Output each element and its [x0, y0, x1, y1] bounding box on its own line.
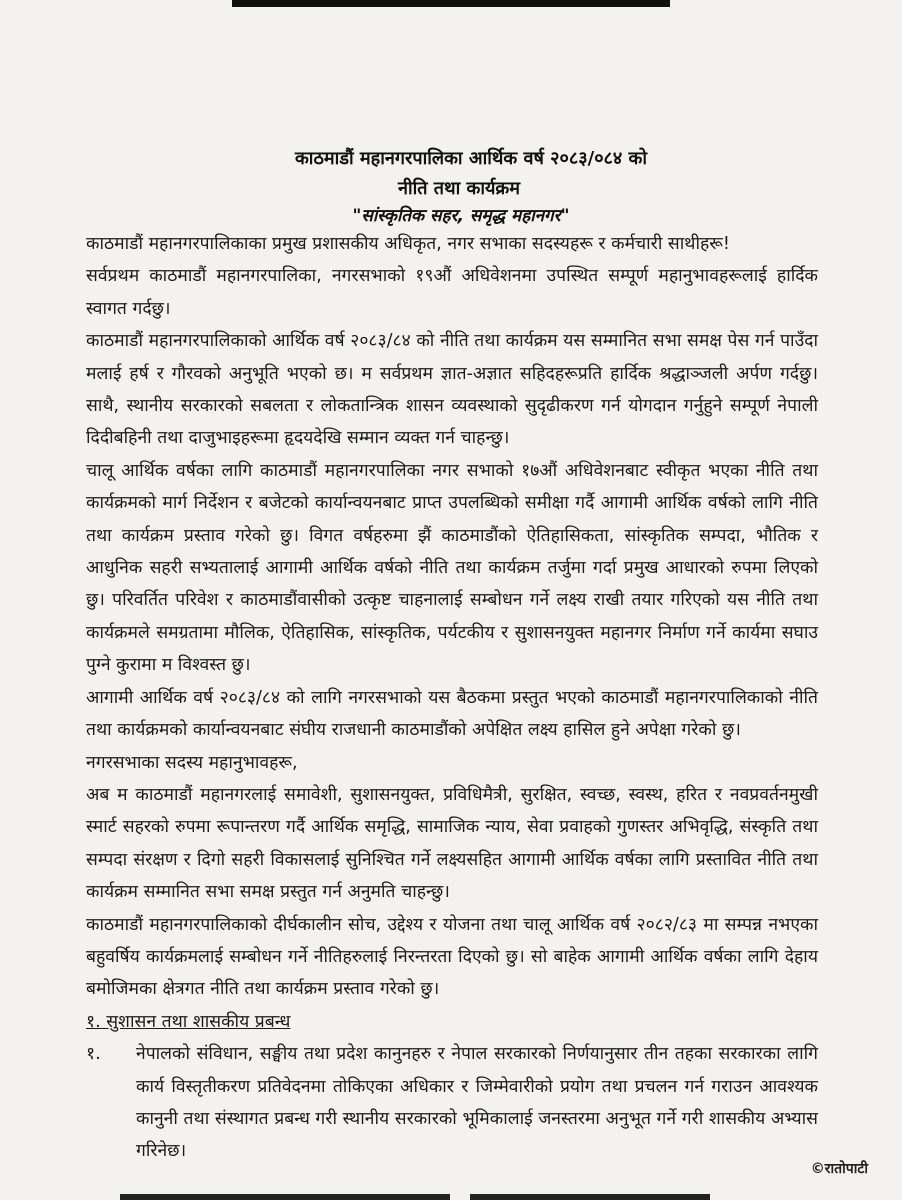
paragraph: सर्वप्रथम काठमाडौं महानगरपालिका, नगरसभाको १९औं अधिवेशनमा उपस्थित सम्पूर्ण महानुभावहरूलाई हार्दिक स्वागत गर्दछु। — [86, 266, 818, 319]
document-title: काठमाडौं महानगरपालिका आर्थिक वर्ष २०८३/०८४ को — [294, 148, 648, 169]
document-subtitle: नीति तथा कार्यक्रम — [397, 178, 521, 199]
scan-edge-bottom — [470, 1194, 710, 1200]
watermark: ©रातोपाटी — [810, 1161, 868, 1177]
paragraph: चालू आर्थिक वर्षका लागि काठमाडौं महानगरपालिका नगर सभाको १७औं अधिवेशनबाट स्वीकृत भएका नीति तथा कार्यक्रमको मार्ग निर्देशन र बजेटको कार्यान्वयनबाट प्राप्त उपलब्धिको समीक्षा गर्दै आगामी आर्थिक वर्षको लागि नीति तथा कार्यक्रम प्रस्ताव गरेको छु। विगत वर्षहरुमा झैं काठमाडौंको ऐतिहासिकता, सांस्कृतिक सम्पदा, भौतिक र आधुनिक सहरी सभ्यतालाई आगामी आर्थिक वर्षको नीति तथा कार्यक्रम तर्जुमा गर्दा प्रमुख आधारको रुपमा लिएको छु। परिवर्तित परिवेश र काठमाडौंवासीको उत्कृष्ट चाहनालाई सम्बोधन गर्ने लक्ष्य राखी तयार गरिएको यस नीति तथा कार्यक्रमले समग्रतामा मौलिक, ऐतिहासिक, सांस्कृतिक, पर्यटकीय र सुशासनयुक्त महानगर निर्माण गर्ने कार्यमा सघाउ पुग्ने कुरामा म विश्वस्त छु। — [86, 460, 818, 676]
scan-edge-top — [232, 0, 670, 7]
paragraph: काठमाडौं महानगरपालिकाको दीर्घकालीन सोच, उद्देश्य र योजना तथा चालू आर्थिक वर्ष २०८२/८३ मा सम्पन्न नभएका बहुवर्षिय कार्यक्रमलाई सम्बोधन गर्ने नीतिहरुलाई निरन्तरता दिएको छु। सो बाहेक आगामी आर्थिक वर्षका लागि देहाय बमोजिमका क्षेत्रगत नीति तथा कार्यक्रम प्रस्ताव गरेको छु। — [86, 914, 818, 1000]
paragraph: काठमाडौं महानगरपालिकाको आर्थिक वर्ष २०८३/८४ को नीति तथा कार्यक्रम यस सम्मानित सभा समक्ष पेस गर्न पाउँदा मलाई हर्ष र गौरवको अनुभूति भएको छ। म सर्वप्रथम ज्ञात-अज्ञात सहिदहरूप्रति हार्दिक श्रद्धाञ्जली अर्पण गर्दछु। साथै, स्थानीय सरकारको सबलता र लोकतान्त्रिक शासन व्यवस्थाको सुदृढीकरण गर्न योगदान गर्नुहुने सम्पूर्ण नेपाली दिदीबहिनी तथा दाजुभाइहरूमा हृदयदेखि सम्मान व्यक्त गर्न चाहन्छु। — [86, 331, 818, 449]
paragraph: अब म काठमाडौं महानगरलाई समावेशी, सुशासनयुक्त, प्रविधिमैत्री, सुरक्षित, स्वच्छ, स्वस्थ, हरित र नवप्रवर्तनमुखी स्मार्ट सहरको रुपमा रूपान्तरण गर्दै आर्थिक समृद्धि, सामाजिक न्याय, सेवा प्रवाहको गुणस्तर अभिवृद्धि, संस्कृति तथा सम्पदा संरक्षण र दिगो सहरी विकासलाई सुनिश्चित गर्ने लक्ष्यसहित आगामी आर्थिक वर्षका लागि प्रस्तावित नीति तथा कार्यक्रम सम्मानित सभा समक्ष प्रस्तुत गर्न अनुमति चाहन्छु। — [86, 784, 818, 903]
list-item — [86, 1038, 818, 1168]
document-body — [86, 228, 818, 1168]
scan-edge-bottom — [120, 1194, 450, 1200]
document-motto: "सांस्कृतिक सहर, समृद्ध महानगर" — [352, 206, 570, 226]
list-item-number: १. — [86, 1044, 101, 1065]
section-title: १. सुशासन तथा शासकीय प्रबन्ध — [86, 1011, 291, 1032]
list-item-text: नेपालको संविधान, सङ्घीय तथा प्रदेश कानुनहरु र नेपाल सरकारको निर्णयानुसार तीन तहका सरकारका लागि कार्य विस्तृतीकरण प्रतिवेदनमा तोकिएका अधिकार र जिम्मेवारीको प्रयोग तथा प्रचलन गर्न गराउन आवश्यक कानुनी तथा संस्थागत प्रबन्ध गरी स्थानीय सरकारको भूमिकालाई जनस्तरमा अनुभूत गर्ने गरी शासकीय अभ्यास गरिनेछ। — [136, 1044, 818, 1162]
paragraph: आगामी आर्थिक वर्ष २०८३/८४ को लागि नगरसभाको यस बैठकमा प्रस्तुत भएको काठमाडौं महानगरपालिकाको नीति तथा कार्यक्रमको कार्यान्वयनबाट संघीय राजधानी काठमाडौंको अपेक्षित लक्ष्य हासिल हुने अपेक्षा गरेको छु। — [86, 687, 818, 741]
paragraph: काठमाडौं महानगरपालिकाका प्रमुख प्रशासकीय अधिकृत, नगर सभाका सदस्यहरू र कर्मचारी साथीहरू! — [86, 234, 730, 254]
paragraph: नगरसभाका सदस्य महानुभावहरू, — [86, 752, 298, 773]
